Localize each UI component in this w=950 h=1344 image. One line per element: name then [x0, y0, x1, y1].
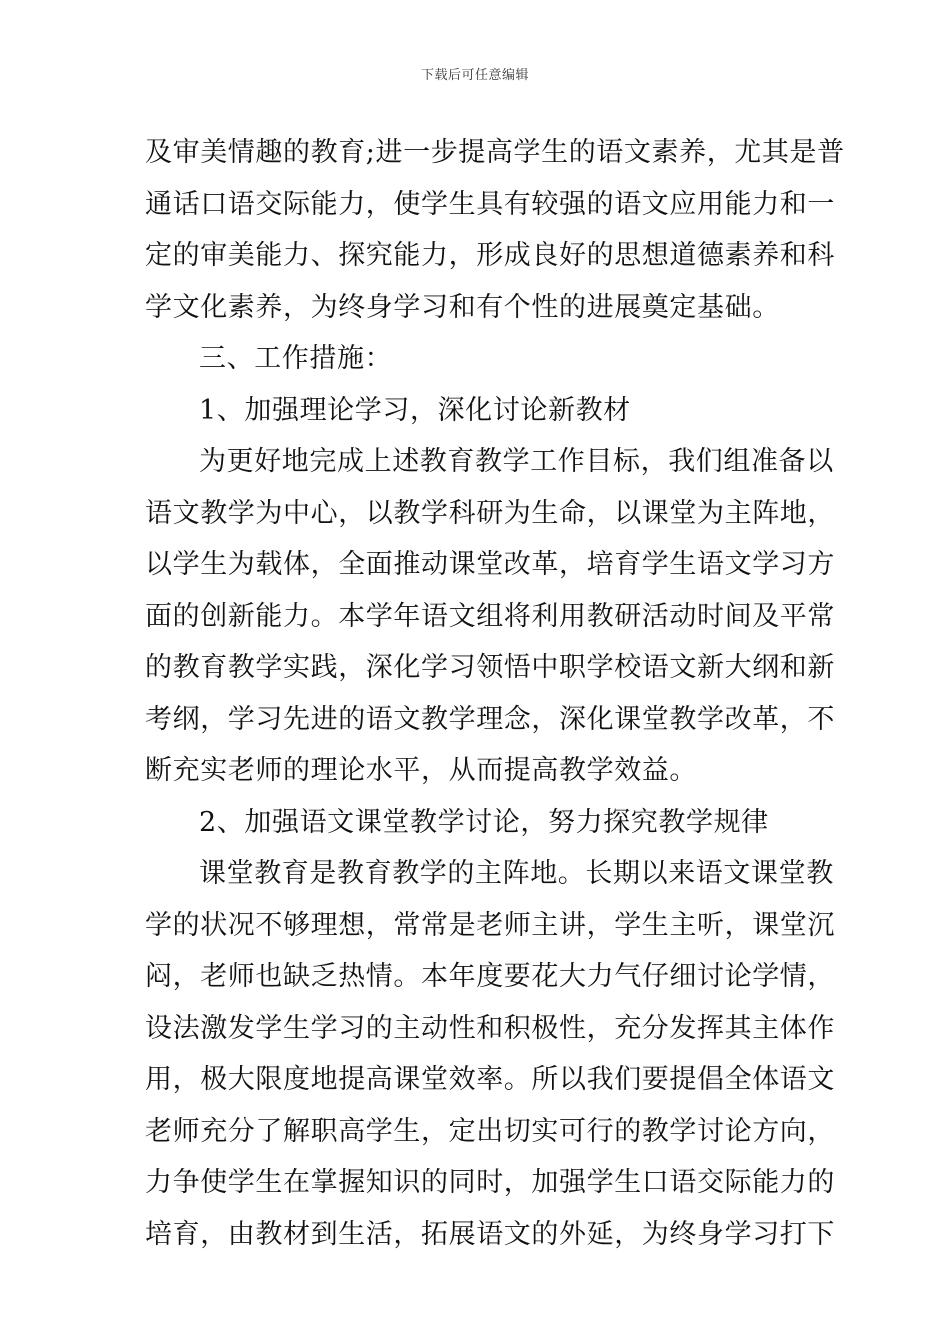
text-line: 培育，由教材到生活，拓展语文的外延，为终身学习打下 [145, 1218, 835, 1250]
text-line: 学文化素养，为终身学习和有个性的进展奠定基础。 [145, 291, 780, 323]
text-line: 通话口语交际能力，使学生具有较强的语文应用能力和一 [145, 188, 835, 220]
text-line: 闷，老师也缺乏热情。本年度要花大力气仔细讨论学情， [145, 961, 835, 992]
text-line: 考纲，学习先进的语文教学理念，深化课堂教学改革，不 [145, 703, 835, 735]
text-line: 课堂教育是教育教学的主阵地。长期以来语文课堂教 [199, 858, 834, 889]
text-line: 学的状况不够理想，常常是老师主讲，学生主听，课堂沉 [145, 909, 835, 941]
text-line: 定的审美能力、探究能力，形成良好的思想道德素养和科 [145, 240, 835, 271]
text-line: 三、工作措施： [199, 343, 393, 374]
text-line: 为更好地完成上述教育教学工作目标，我们组准备以 [199, 446, 834, 477]
text-line: 及审美情趣的教育;进一步提高学生的语文素养，尤其是普 [145, 137, 845, 168]
text-line: 语文教学为中心，以教学科研为生命，以课堂为主阵地， [145, 497, 835, 529]
text-line: 设法激发学生学习的主动性和积极性，充分发挥其主体作 [145, 1012, 835, 1044]
text-line: 用，极大限度地提高课堂效率。所以我们要提倡全体语文 [145, 1064, 835, 1095]
text-line: 力争使学生在掌握知识的同时，加强学生口语交际能力的 [145, 1167, 835, 1198]
text-line: 的教育教学实践，深化学习领悟中职学校语文新大纲和新 [145, 652, 835, 683]
text-line: 老师充分了解职高学生，定出切实可行的教学讨论方向， [145, 1115, 835, 1147]
text-line: 以学生为载体，全面推动课堂改革，培育学生语文学习方 [145, 549, 835, 580]
body-text [145, 127, 845, 1260]
page-header-note: 下载后可任意编辑 [420, 68, 529, 83]
text-line: 面的创新能力。本学年语文组将利用教研活动时间及平常 [145, 600, 835, 632]
text-line: 断充实老师的理论水平，从而提高教学效益。 [145, 755, 697, 786]
text-line: 2、加强语文课堂教学讨论，努力探究教学规律 [199, 806, 769, 838]
text-line: 1、加强理论学习，深化讨论新教材 [199, 394, 631, 426]
